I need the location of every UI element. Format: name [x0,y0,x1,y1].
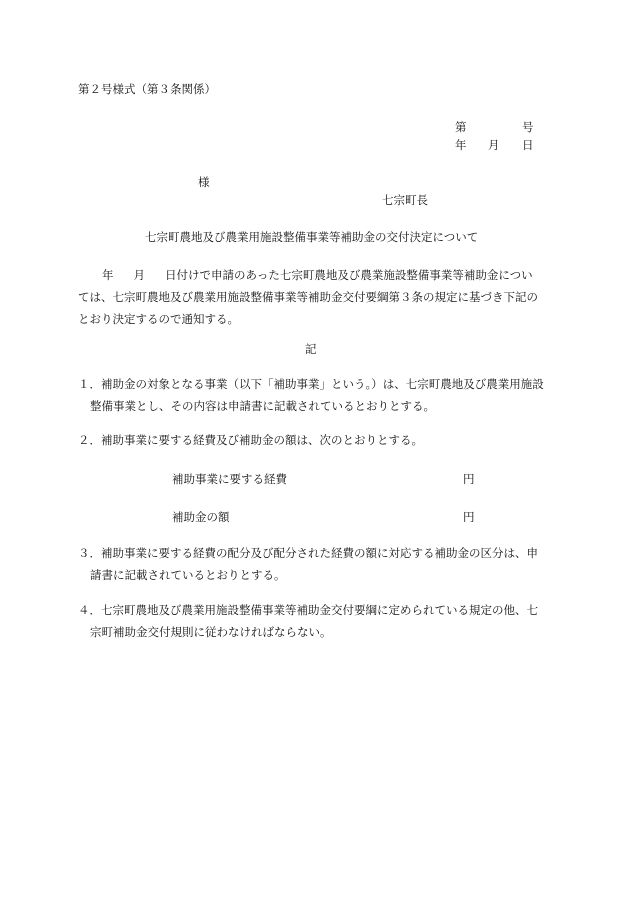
item-3-line-1: ３．補助事業に要する経費の配分及び配分された経費の額に対応する補助金の区分は、申 [78,546,538,560]
sender: 七宗町長 [382,193,428,207]
item-1-line-2: 整備事業とし、その内容は申請書に記載されているとおりとする。 [90,399,435,413]
addressee-suffix: 様 [198,175,210,189]
doc-number-prefix: 第 [455,120,467,134]
intro-month: 月 [133,268,145,282]
amount-unit-subsidy: 円 [463,510,475,524]
date-year: 年 [455,138,467,152]
amount-label-subsidy: 補助金の額 [172,510,230,524]
list-item-2 [78,429,423,451]
date-month: 月 [488,138,500,152]
item-4-line-1: ４．七宗町農地及び農業用施設整備事業等補助金交付要綱に定められている規定の他、七 [78,603,538,617]
intro-line-1 [78,264,538,286]
item-4-line-2: 宗町補助金交付規則に従わなければならない。 [90,625,332,639]
intro-year: 年 [102,268,114,282]
intro-line-3: とおり決定するので通知する。 [78,312,239,326]
doc-number-suffix: 号 [522,120,534,134]
document-title: 七宗町農地及び農業用施設整備事業等補助金の交付決定について [145,230,479,244]
intro-paragraph [78,264,538,330]
item-3-line-2: 請書に記載されているとおりとする。 [90,568,286,582]
intro-line-2: ては、七宗町農地及び農業用施設整備事業等補助金交付要綱第３条の規定に基づき下記の [78,290,538,304]
list-item-3 [78,542,538,586]
list-item-1 [78,373,544,417]
form-label: 第２号様式（第３条関係） [78,82,216,96]
list-item-4 [78,599,538,643]
amount-label-expense: 補助事業に要する経費 [172,472,287,486]
item-2-line-1: ２．補助事業に要する経費及び補助金の額は、次のとおりとする。 [78,433,423,447]
item-1-line-1: １．補助金の対象となる事業（以下「補助事業」という。）は、七宗町農地及び農業用施設 [78,377,544,391]
ki-heading: 記 [305,342,317,356]
date-day: 日 [522,138,534,152]
amount-unit-expense: 円 [463,472,475,486]
intro-line-1-text: 日付けで申請のあった七宗町農地及び農業施設整備事業等補助金につい [165,268,533,282]
